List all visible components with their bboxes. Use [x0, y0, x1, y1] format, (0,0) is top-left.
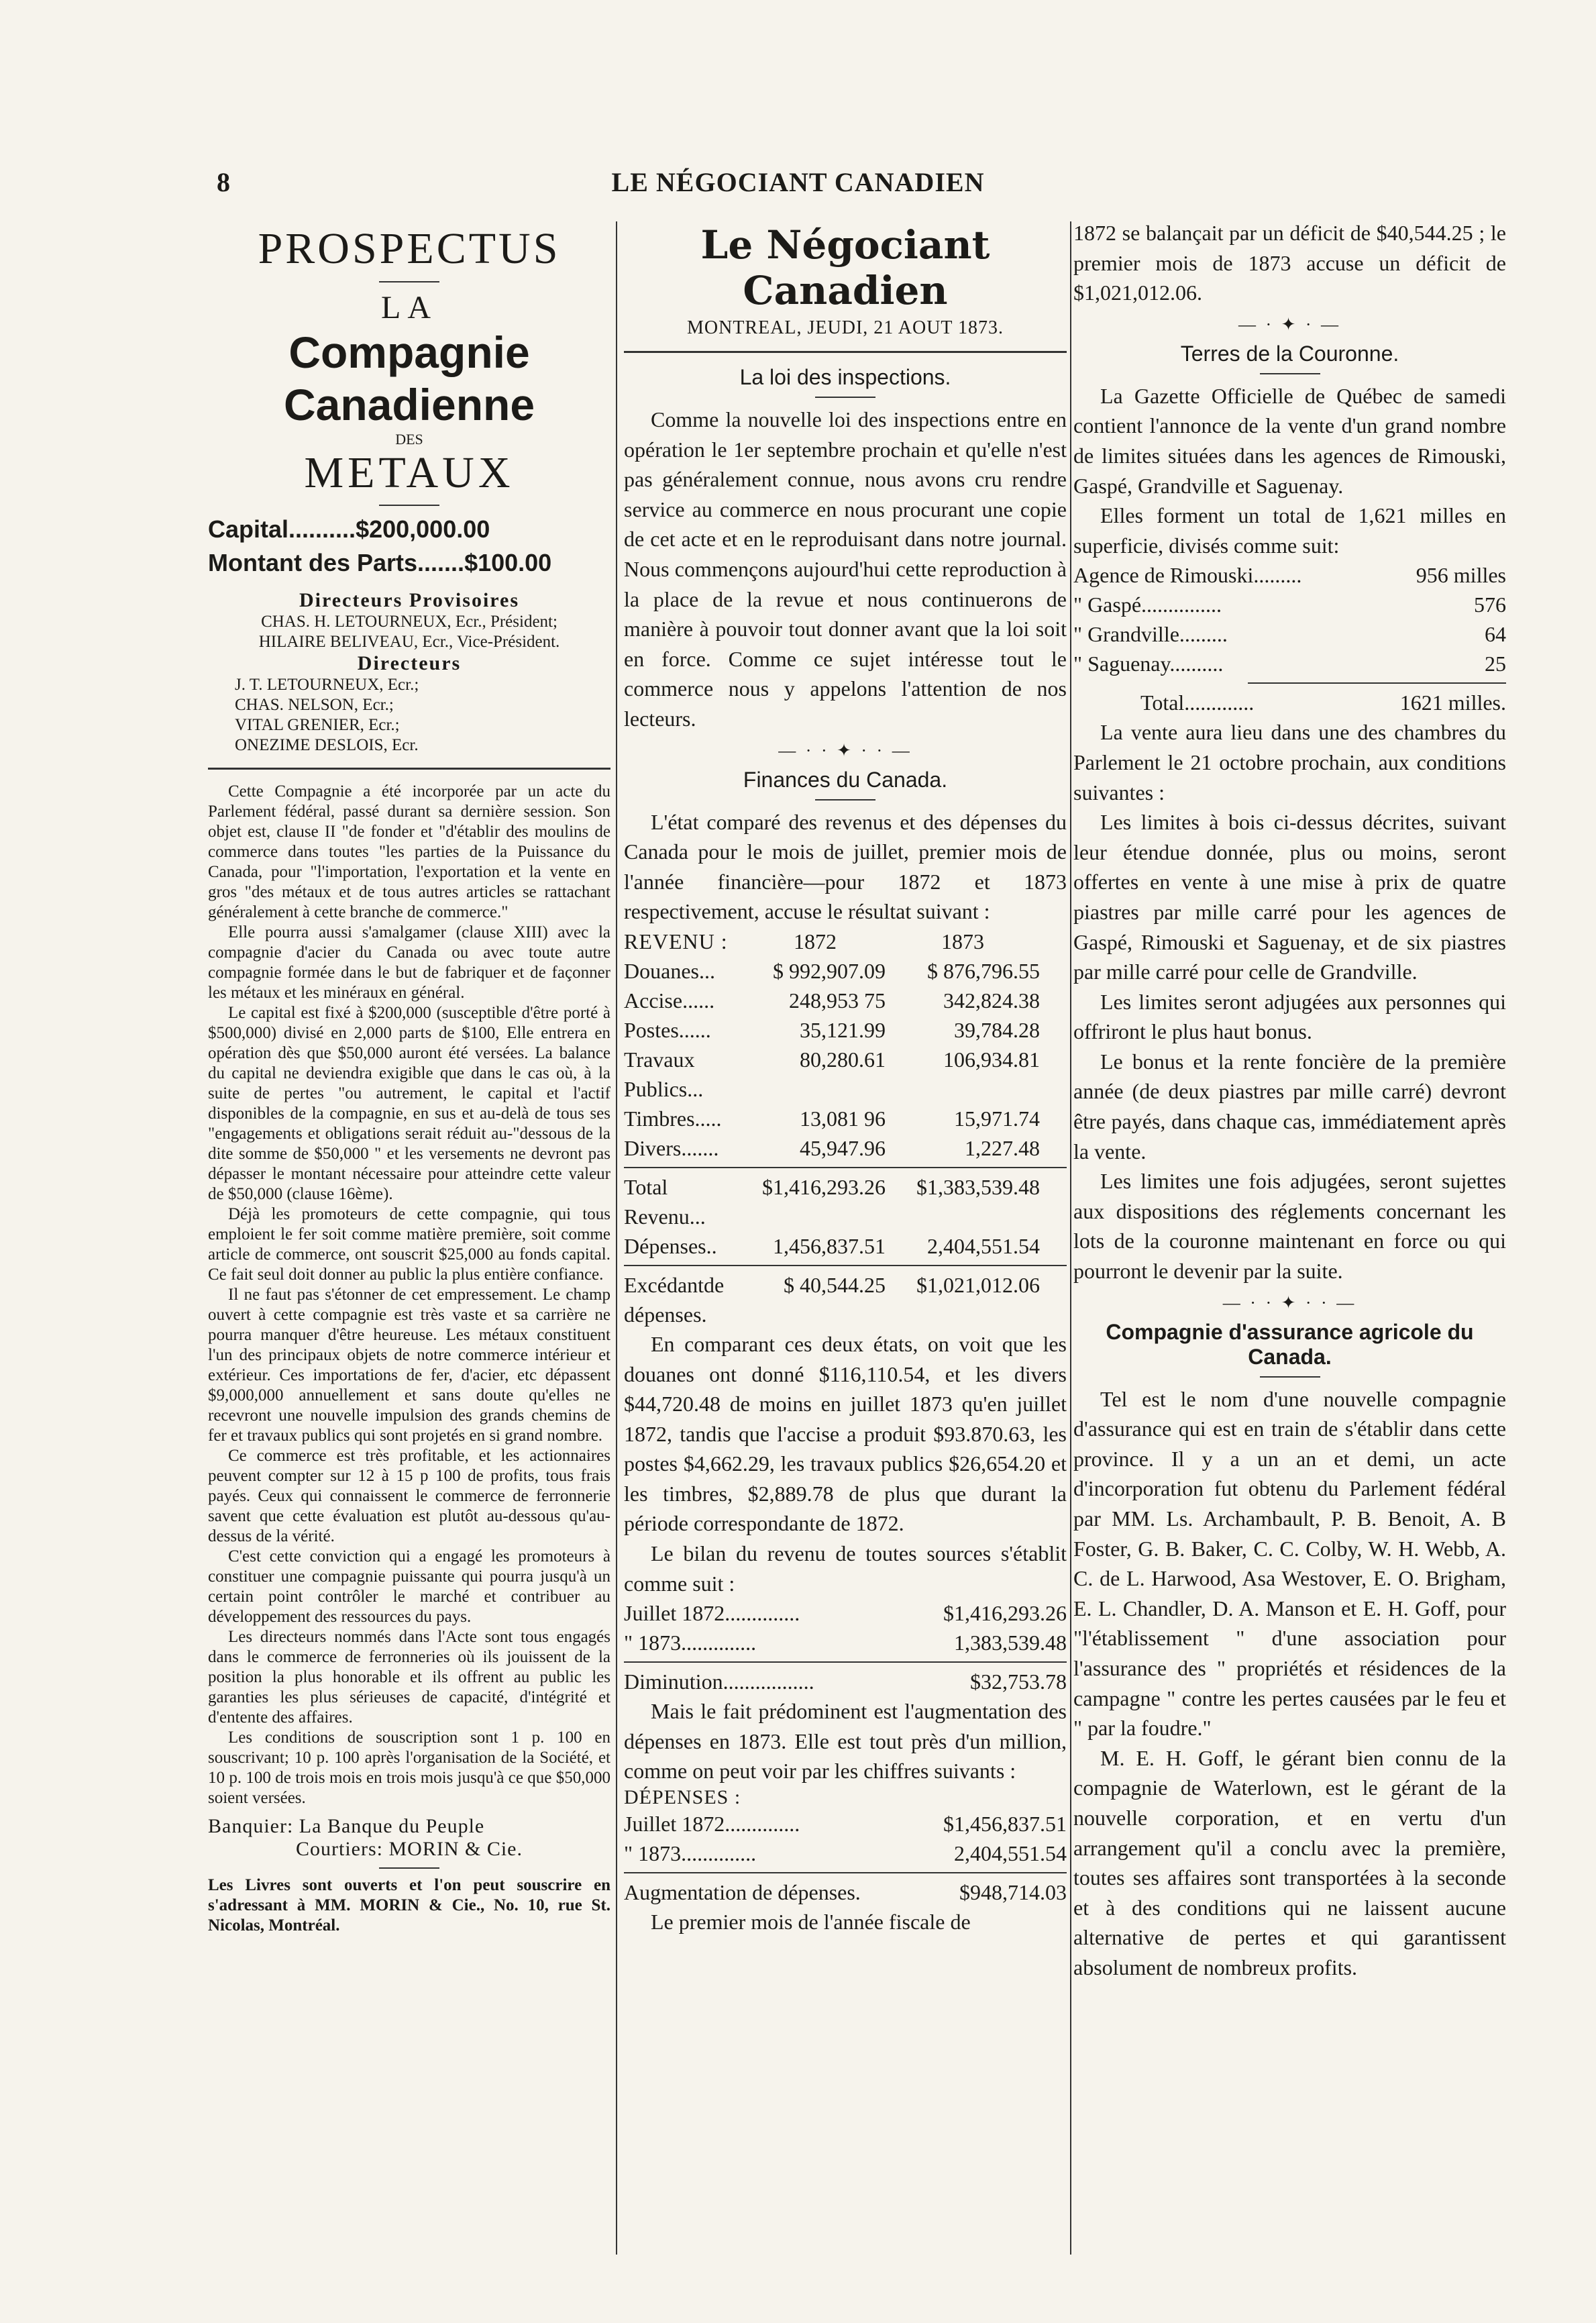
company-name: Compagnie Canadienne: [283, 327, 535, 429]
parts-line: Montant des Parts.......$100.00: [208, 549, 552, 576]
table-cell: Divers.......: [624, 1135, 719, 1160]
running-header: [0, 166, 1596, 207]
table-cell: $ 40,544.25: [784, 1272, 886, 1297]
table-cell: $1,021,012.06: [916, 1272, 1040, 1297]
prospectus-paragraph: Le capital est fixé à $200,000 (susceptible d'être porté à $500,000) divisé en 2,000 parts de $100, Elle entrera en opération dès que $50,000 auront été versées. La balance du capital ne deviendra exigible que dans le cas où, à la suite de pertes "ou autrement, le capital et l'actif disponibles de la compagnie, en sus et au-delà de tous ses "engagements et obligations serait réduit au-"dessous de la dite somme de $50,000 " et les versements ne devront pas dépasser le montant nécessaire pour atteindre cette valeur de $50,000 (clause 16ème).: [208, 1004, 610, 1203]
terres-paragraph: La Gazette Officielle de Québec de samedi contient l'annonce de la vente d'un grand nombre de limites situées dans les agences de Rimouski, Gaspé, Grandville et Saguenay.: [1073, 383, 1506, 498]
director: ONEZIME DESLOIS, Ecr.: [235, 736, 419, 754]
dateline: MONTREAL, JEUDI, 21 AOUT 1873.: [686, 317, 1004, 338]
ornament-divider: — · ✦ · —: [1238, 314, 1342, 334]
table-cell: Postes......: [624, 1017, 711, 1042]
depenses-row: " 1873.............. 2,404,551.54: [624, 1841, 1067, 1866]
table-cell: 342,824.38: [943, 988, 1040, 1013]
table-cell: $1,383,539.48: [916, 1174, 1040, 1199]
bilan-row: Juillet 1872.............. $1,416,293.26: [624, 1601, 1067, 1626]
agence-row: " Gaspé............... 576: [1073, 592, 1506, 617]
director: VITAL GRENIER, Ecr.;: [235, 716, 400, 734]
ornament-divider: — · · ✦ · · —: [1222, 1292, 1357, 1312]
divider: [1260, 1376, 1320, 1378]
table-cell: Excédantde dépenses.: [624, 1272, 725, 1327]
section-heading-finances: Finances du Canada.: [743, 767, 948, 792]
augmentation-row: Augmentation de dépenses. $948,714.03: [624, 1880, 1067, 1905]
prospectus-paragraph: Déjà les promoteurs de cette compagnie, qui tous emploient le fer soit comme matière première, soit comme article de commerce, ont souscrit $25,000 au fonds capital. Ce fait seul doit donner au public la plus entière confiance.: [208, 1205, 610, 1284]
depenses-row: Juillet 1872.............. $1,456,837.51: [624, 1812, 1067, 1837]
masthead: Le Négociant Canadien: [700, 222, 990, 313]
divider: [379, 1867, 439, 1869]
section-heading-loi: La loi des inspections.: [739, 365, 951, 389]
assurance-paragraph: M. E. H. Goff, le gérant bien connu de la compagnie de Waterlown, est le gérant de la nouvelle corporation, et en vertu d'un arrangement qu'il a conclu avec la première, toutes ses affaires sont transportées à la seconde et à des conditions qui ne laissent aucune alternative de pertes et qui garantissent absolument de nombreux profits.: [1073, 1745, 1506, 1979]
revenue-table: [624, 927, 1067, 1163]
table-cell: 15,971.74: [954, 1106, 1040, 1131]
article-la: LA: [381, 290, 437, 325]
livres-notice: Les Livres sont ouverts et l'on peut souscrire en s'adressant à MM. MORIN & Cie., No. 10, rue St. Nicolas, Montréal.: [208, 1876, 610, 1934]
directeurs-provisoires-heading: Directeurs Provisoires: [299, 589, 520, 611]
section-heading-terres: Terres de la Couronne.: [1180, 341, 1399, 366]
loi-paragraph: Comme la nouvelle loi des inspections entre en opération le 1er septembre prochain et qu'elle n'est pas généralement connue, nous avons cru rendre service au commerce en nous procurant une copie de cet acte et en le reproduisant dans notre journal. Nous commençons aujourd'hui cette reproduction à la place de la revue et nous continuerons de manière à pouvoir tout donner avant que la loi soit en force. Comme ce sujet intéresse tout le commerce nous y appelons l'attention de nos lecteurs.: [624, 407, 1067, 731]
table-cell: 45,947.96: [800, 1135, 886, 1160]
table-cell: 39,784.28: [954, 1017, 1040, 1042]
prospectus-paragraph: Cette Compagnie a été incorporée par un acte du Parlement fédéral, passé durant sa dernière session. Son objet est, clause II "de fonder et "d'établir des moulins de commerce dans toutes "les parties de la Puissance du Canada, pour "l'importation, l'exportation et la vente en gros "des métaux et de tous autres articles se rattachant généralement à cette branche de commerce.": [208, 782, 610, 921]
editorial-column: [624, 218, 1067, 2269]
total-row: Total............. 1621 milles.: [1140, 690, 1506, 715]
divider: [624, 1265, 1067, 1266]
director: CHAS. NELSON, Ecr.;: [235, 696, 394, 714]
news-column: [1073, 218, 1506, 2269]
prospectus-paragraph: Il ne faut pas s'étonner de cet empressement. Le champ ouvert à cette compagnie est très vaste et sa carrière ne pourra manquer d'être heureuse. Les métaux constituent l'un des principaux objets de notre commerce intérieur et extérieur. Ces importations de fer, d'acier, etc dépassent $9,000,000 annuellement et sans doute qu'elles ne recevront une nouvelle impulsion des grands chemins de fer et travaux publics qui sont projetés en si grand nombre.: [208, 1286, 610, 1445]
finances-paragraph: Le premier mois de l'année fiscale de: [651, 1910, 971, 1934]
divider: [379, 281, 439, 282]
director: CHAS. H. LETOURNEUX, Ecr., Président;: [261, 613, 557, 631]
table-cell: 13,081 96: [800, 1106, 886, 1131]
table-cell: Douanes...: [624, 958, 715, 983]
table-cell: Timbres.....: [624, 1106, 722, 1131]
prospectus-paragraph: Elle pourra aussi s'amalgamer (clause XIII) avec la compagnie d'acier du Canada ou avec toute autre compagnie formée dans le but de fabriquer et de façonner les métaux et les minéraux en général.: [208, 923, 610, 1002]
finances-paragraph: Le bilan du revenu de toutes sources s'établit comme suit :: [624, 1541, 1067, 1596]
agence-row: Agence de Rimouski......... 956 milles: [1073, 563, 1506, 588]
prospectus-column: [208, 218, 610, 2269]
prospectus-paragraph: Les directeurs nommés dans l'Acte sont tous engagés dans le commerce de ferronneries où ils jouissent de la position la plus honorable et ils offrent au public les garanties les plus sérieuses de capacité, d'intégrité et d'entente des affaires.: [208, 1628, 610, 1726]
section-heading-assurance: Compagnie d'assurance agricole du Canada.: [1106, 1319, 1474, 1369]
table-cell: 1,227.48: [965, 1135, 1040, 1160]
table-cell: Total Revenu...: [624, 1174, 706, 1229]
table-header: REVENU :: [624, 929, 728, 953]
divider: [624, 1167, 1067, 1168]
agence-row: " Saguenay.......... 25: [1073, 652, 1506, 676]
metaux-heading: METAUX: [304, 448, 515, 497]
table-cell: Accise......: [624, 988, 715, 1013]
divider: [624, 1661, 1067, 1663]
depenses-label: DÉPENSES :: [624, 1786, 741, 1809]
table-cell: 2,404,551.54: [927, 1233, 1040, 1258]
table-cell: 106,934.81: [943, 1047, 1040, 1072]
prospectus-heading: PROSPECTUS: [258, 224, 561, 273]
paper-title: LE NÉGOCIANT CANADIEN: [611, 167, 985, 197]
terres-paragraph: Les limites à bois ci-dessus décrites, suivant leur étendue donnée, plus ou moins, seront offertes en vente à une mise à prix de quatre piastres par mille carré pour les agences de Gaspé, Rimouski et Saguenay, et de six piastres par mille carré pour celle de Grandville.: [1073, 810, 1506, 984]
terres-paragraph: Le bonus et la rente foncière de la première année (de deux piastres par mille carré) devront être payés, dans chaque cas, immédiatement après la vente.: [1073, 1049, 1506, 1164]
table-cell: 35,121.99: [800, 1017, 886, 1042]
directeurs-heading: Directeurs: [357, 652, 462, 674]
divider: [624, 351, 1067, 353]
director: J. T. LETOURNEUX, Ecr.;: [235, 676, 419, 694]
prospectus-paragraph: C'est cette conviction qui a engagé les promoteurs à constituer une compagnie puissante qui pourra jusqu'à un certain point contrôler le marché et contribuer au développement des ressources du pays.: [208, 1547, 610, 1626]
des-label: DES: [395, 431, 423, 448]
director: HILAIRE BELIVEAU, Ecr., Vice-Président.: [258, 633, 560, 651]
divider: [815, 397, 875, 398]
finances-paragraph: L'état comparé des revenus et des dépenses du Canada pour le mois de juillet, premier mois de l'année financière—pour 1872 et 1873 respectivement, accuse le résultat suivant :: [624, 809, 1067, 924]
table-cell: $ 876,796.55: [927, 958, 1040, 983]
terres-paragraph: Les limites seront adjugées aux personnes qui offriront le plus haut bonus.: [1073, 989, 1506, 1044]
excedant-table: [624, 1270, 1067, 1329]
table-cell: $1,416,293.26: [762, 1174, 886, 1199]
table-cell: Travaux Publics...: [624, 1047, 704, 1101]
terres-paragraph: Elles forment un total de 1,621 milles en superficie, divisés comme suit:: [1073, 503, 1506, 558]
divider: [624, 1872, 1067, 1873]
table-cell: 80,280.61: [800, 1047, 886, 1072]
diminution-row: Diminution................. $32,753.78: [624, 1669, 1067, 1694]
divider: [1248, 682, 1506, 684]
capital-line: Capital..........$200,000.00: [208, 515, 490, 543]
banquier-line: Banquier: La Banque du Peuple: [208, 1815, 485, 1837]
terres-paragraph: Les limites une fois adjugées, seront sujettes aux dispositions des réglements concernant les lots de la couronne maintenant en force ou qui pourront le devenir par la suite.: [1073, 1169, 1506, 1284]
finances-paragraph: Mais le fait prédominent est l'augmentation des dépenses en 1873. Elle est tout près d'un million, comme on peut voir par les chiffres suivants :: [624, 1699, 1067, 1784]
assurance-paragraph: Tel est le nom d'une nouvelle compagnie d'assurance qui est en train de s'établir dans cette province. Il y a un an et demi, un acte d'incorporation fut obtenu du Parlement fédéral par MM. Ls. Archambault, P. B. Benoit, A. B Foster, G. B. Baker, C. C. Colby, W. H. Webb, A. C. de L. Harwood, Asa Westover, E. O. Brigham, E. L. Chandler, D. A. Manson et E. H. Goff, pour "l'établissement " d'une association pour l'assurance des " propriétés et résidences de la campagne " contre les pertes causées par le feu et " par la foudre.": [1073, 1386, 1506, 1741]
continued-paragraph: 1872 se balançait par un déficit de $40,544.25 ; le premier mois de 1873 accuse un déficit de $1,021,012.06.: [1073, 221, 1506, 305]
agence-row: " Grandville......... 64: [1073, 622, 1506, 647]
bilan-row: " 1873.............. 1,383,539.48: [624, 1631, 1067, 1655]
finances-paragraph: En comparant ces deux états, on voit que les douanes ont donné $116,110.54, et les divers $44,720.48 de moins en juillet 1873 qu'en juillet 1872, tandis que l'accise a produit $93.870.63, les postes $4,662.29, les travaux publics $26,654.20 et les timbres, $2,889.78 de plus que durant la période correspondante de 1872.: [624, 1331, 1067, 1536]
ornament-divider: — · · ✦ · · —: [778, 740, 912, 760]
divider: [208, 768, 610, 770]
terres-paragraph: La vente aura lieu dans une des chambres du Parlement le 21 octobre prochain, aux conditions suivantes :: [1073, 720, 1506, 805]
column-rule: [616, 221, 617, 2255]
divider: [815, 799, 875, 801]
table-cell: $ 992,907.09: [773, 958, 886, 983]
prospectus-paragraph: Ce commerce est très profitable, et les actionnaires peuvent compter sur 12 à 15 p 100 de profits, tous frais payés. Ceux qui connaissent le commerce de ferronnerie savent que cette évaluation est plutôt au-dessous qu'au-dessus de la vérité.: [208, 1447, 610, 1545]
table-cell: Dépenses..: [624, 1233, 717, 1258]
divider: [1260, 373, 1320, 374]
table-cell: 1,456,837.51: [773, 1233, 886, 1258]
prospectus-paragraph: Les conditions de souscription sont 1 p. 100 en souscrivant; 10 p. 100 après l'organisation de la Société, et 10 p. 100 de trois mois en trois mois jusqu'à ce que $50,000 soient versées.: [208, 1728, 610, 1807]
table-header: 1872: [794, 929, 837, 953]
divider: [379, 505, 439, 506]
table-cell: 248,953 75: [789, 988, 886, 1013]
totals-table: [624, 1172, 1067, 1261]
page-number: 8: [217, 167, 230, 197]
courtiers-line: Courtiers: MORIN & Cie.: [296, 1838, 523, 1860]
column-rule: [1070, 221, 1071, 2255]
table-header: 1873: [941, 929, 984, 953]
